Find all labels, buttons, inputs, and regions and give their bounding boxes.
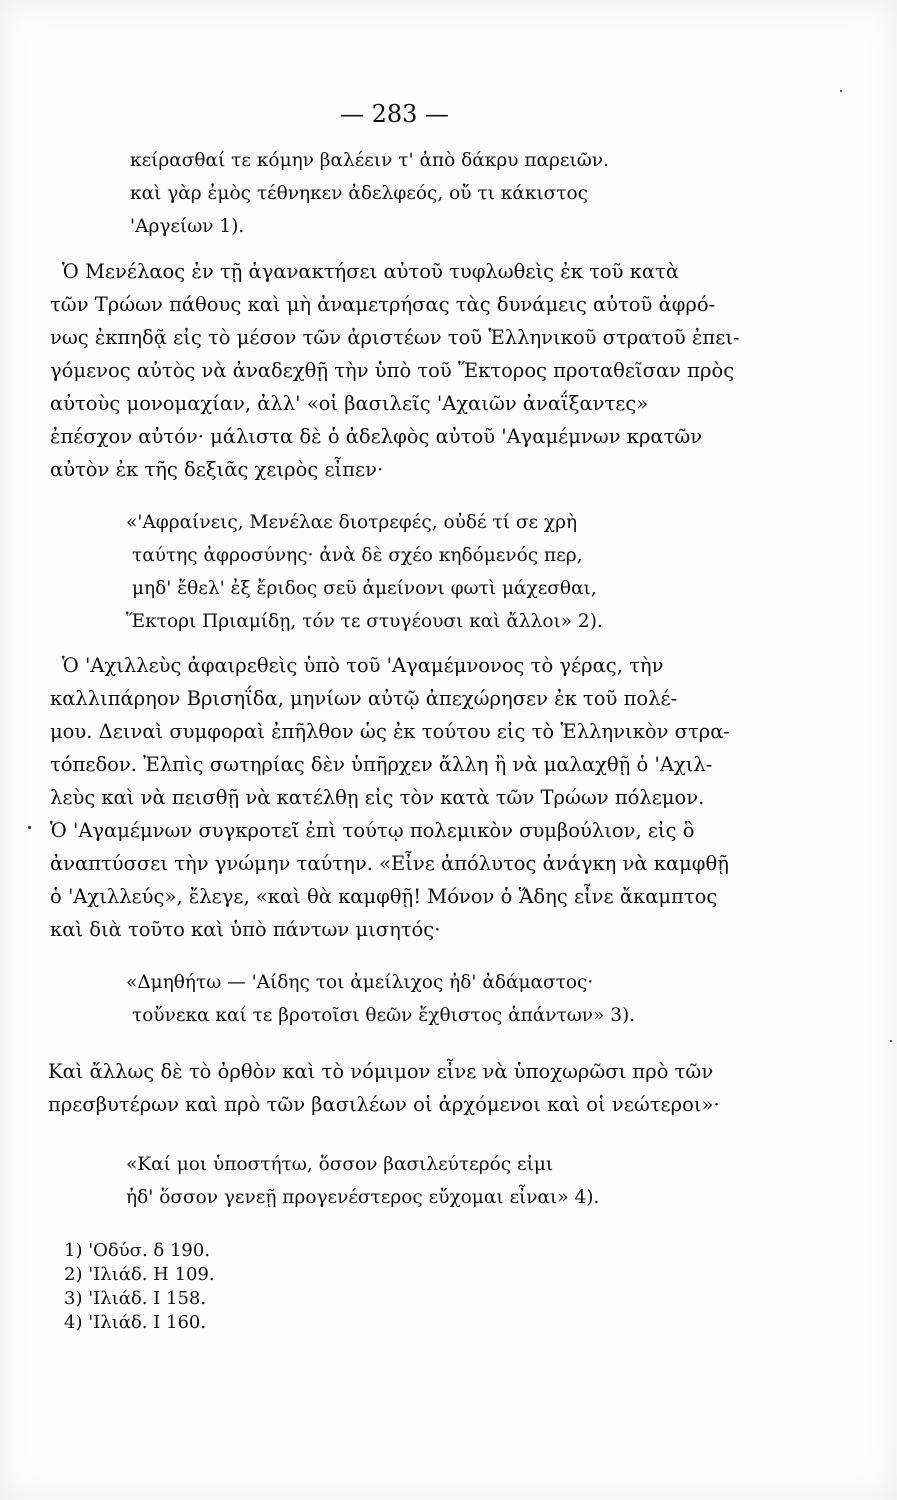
- verse-line: καὶ γὰρ ἐμὸς τέθνηκεν ἀδελφεός, οὔ τι κάκιστος: [130, 183, 588, 204]
- text-line: Καὶ ἄλλως δὲ τὸ ὀρθὸν καὶ τὸ νόμιμον εἶνε νὰ ὑποχωρῶσι πρὸ τῶν: [48, 1060, 714, 1083]
- footnote: 2) 'Ιλιάδ. Η 109.: [64, 1264, 215, 1285]
- footnote: 3) 'Ιλιάδ. Ι 158.: [64, 1288, 207, 1309]
- verse-line: «Καί μοι ὑποστήτω, ὅσσον βασιλεύτερός εἰμι: [126, 1154, 554, 1175]
- text-line: ἐπέσχον αὐτόν· μάλιστα δὲ ὁ ἀδελφὸς αὐτοῦ 'Αγαμέμνων κρατῶν: [50, 425, 703, 448]
- footnote: 1) 'Οδύσ. δ 190.: [64, 1240, 211, 1261]
- verse-line: ταύτης ἀφροσύνης· ἀνὰ δὲ σχέο κηδόμενός περ,: [132, 545, 583, 566]
- text-line: Ὁ 'Αγαμέμνων συγκροτεῖ ἐπὶ τούτῳ πολεμικὸν συμβούλιον, εἰς ὃ: [50, 819, 695, 842]
- text-line: ἀναπτύσσει τὴν γνώμην ταύτην. «Εἶνε ἀπόλυτος ἀνάγκη νὰ καμφθῇ: [50, 852, 729, 875]
- text-line: ὁ 'Αχιλλεύς», ἔλεγε, «καὶ θὰ καμφθῇ! Μόνον ὁ Ἅδης εἶνε ἄκαμπτος: [50, 885, 718, 908]
- text-line: καλλιπάρηον Βρισηΐδα, μηνίων αὐτῷ ἀπεχώρησεν ἐκ τοῦ πολέ-: [50, 687, 678, 710]
- text-line: πρεσβυτέρων καὶ πρὸ τῶν βασιλέων οἱ ἀρχόμενοι καὶ οἱ νεώτεροι»·: [48, 1093, 720, 1116]
- text-line: αὐτοὺς μονομαχίαν, ἀλλ' «οἱ βασιλεῖς 'Αχαιῶν ἀναΐξαντες»: [50, 392, 649, 415]
- text-line: τόπεδον. Ἐλπὶς σωτηρίας δὲν ὑπῆρχεν ἄλλη ἢ νὰ μαλαχθῇ ὁ 'Αχιλ-: [50, 753, 713, 776]
- scan-speck: [28, 826, 31, 829]
- text-line: Ὁ 'Αχιλλεὺς ἀφαιρεθεὶς ὑπὸ τοῦ 'Αγαμέμνονος τὸ γέρας, τὴν: [62, 654, 664, 677]
- text-line: καὶ διὰ τοῦτο καὶ ὑπὸ πάντων μισητός·: [50, 918, 441, 941]
- text-line: λεὺς καὶ νὰ πεισθῇ νὰ κατέλθῃ εἰς τὸν κατὰ τῶν Τρώων πόλεμον.: [50, 786, 705, 809]
- verse-line: τοὔνεκα καί τε βροτοῖσι θεῶν ἔχθιστος ἁπάντων» 3).: [132, 1005, 636, 1026]
- scan-speck: [890, 1040, 892, 1042]
- verse-line: ἠδ' ὅσσον γενεῇ προγενέστερος εὔχομαι εἶναι» 4).: [126, 1187, 600, 1208]
- text-line: Ὁ Μενέλαος ἐν τῇ ἀγανακτήσει αὐτοῦ τυφλωθεὶς ἐκ τοῦ κατὰ: [62, 260, 679, 283]
- verse-line: «'Αφραίνεις, Μενέλαε διοτρεφές, οὐδέ τί σε χρὴ: [126, 512, 578, 533]
- verse-line: μηδ' ἔθελ' ἐξ ἔριδος σεῦ ἀμείνονι φωτὶ μάχεσθαι,: [132, 578, 597, 599]
- text-line: αὐτὸν ἐκ τῆς δεξιᾶς χειρὸς εἶπεν·: [50, 458, 384, 481]
- verse-line: «Δμηθήτω — 'Αίδης τοι ἀμείλιχος ἠδ' ἀδάμαστος·: [126, 972, 594, 993]
- verse-line: κείρασθαί τε κόμην βαλέειν τ' ἀπὸ δάκρυ παρειῶν.: [130, 150, 609, 171]
- text-line: νως ἐκπηδᾷ εἰς τὸ μέσον τῶν ἀριστέων τοῦ Ἑλληνικοῦ στρατοῦ ἐπει-: [50, 326, 740, 349]
- verse-line: 'Αργείων 1).: [130, 216, 245, 237]
- scan-speck: [840, 90, 842, 92]
- verse-line: Ἕκτορι Πριαμίδῃ, τόν τε στυγέουσι καὶ ἄλλοι» 2).: [126, 611, 603, 632]
- text-line: γόμενος αὐτὸς νὰ ἀναδεχθῇ τὴν ὑπὸ τοῦ Ἕκτορος προταθεῖσαν πρὸς: [50, 359, 735, 382]
- text-line: τῶν Τρώων πάθους καὶ μὴ ἀναμετρήσας τὰς δυνάμεις αὐτοῦ ἀφρό-: [50, 293, 716, 316]
- text-line: μου. Δειναὶ συμφοραὶ ἐπῆλθον ὡς ἐκ τούτου εἰς τὸ Ἑλληνικὸν στρα-: [50, 720, 730, 743]
- page-number: — 283 —: [339, 100, 450, 128]
- footnote: 4) 'Ιλιάδ. Ι 160.: [64, 1312, 207, 1333]
